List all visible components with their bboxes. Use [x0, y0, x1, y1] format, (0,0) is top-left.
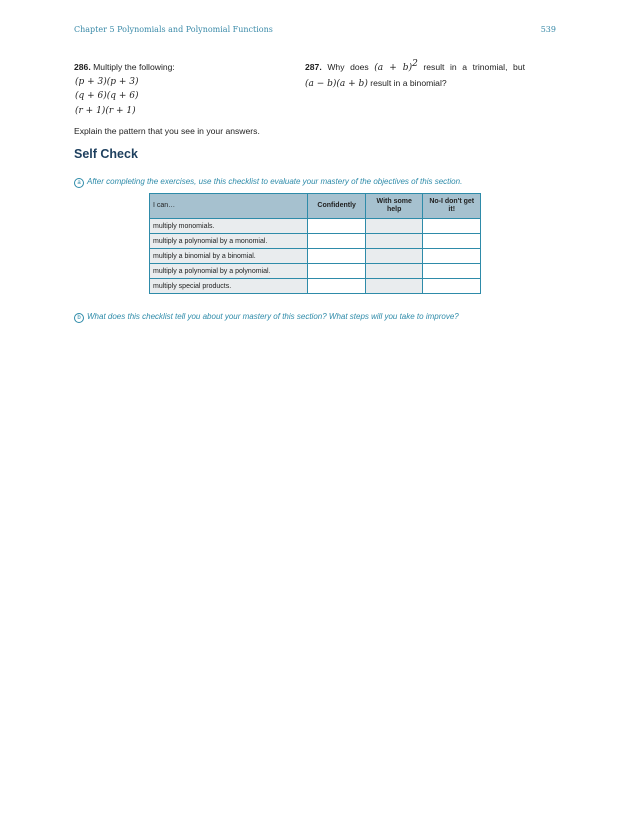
running-head: Chapter 5 Polynomials and Polynomial Functions — [74, 25, 273, 34]
table-row — [150, 219, 481, 234]
with-some-help-cell[interactable] — [365, 219, 423, 234]
table-row — [150, 279, 481, 294]
exercise-286 — [74, 60, 289, 139]
exercise-287 — [305, 60, 525, 91]
table-row — [150, 234, 481, 249]
column-header: Confidently — [308, 194, 366, 219]
exercise-number: 287. — [305, 62, 322, 72]
table-row — [150, 249, 481, 264]
dont-get-it-cell[interactable] — [423, 264, 481, 279]
row-label: multiply a polynomial by a polynomial. — [150, 264, 308, 279]
exercise-text: Why does — [327, 62, 369, 72]
confidently-cell[interactable] — [308, 249, 366, 264]
math-expression: (q + 6)(q + 6) — [75, 91, 139, 101]
row-label: multiply special products. — [150, 279, 308, 294]
row-label: multiply a binomial by a binomial. — [150, 249, 308, 264]
row-label: multiply monomials. — [150, 219, 308, 234]
circled-b-marker: b — [74, 313, 84, 323]
instruction-a — [74, 177, 462, 188]
exercise-followup: Explain the pattern that you see in your answers. — [74, 126, 260, 136]
instruction-text: What does this checklist tell you about your mastery of this section? What steps will you take to improve? — [87, 312, 459, 321]
table-row — [150, 264, 481, 279]
with-some-help-cell[interactable] — [365, 234, 423, 249]
exercise-prompt: Multiply the following: — [93, 62, 175, 72]
row-label: multiply a polynomial by a monomial. — [150, 234, 308, 249]
column-header: I can… — [150, 194, 308, 219]
confidently-cell[interactable] — [308, 219, 366, 234]
dont-get-it-cell[interactable] — [423, 279, 481, 294]
exercise-text: result in a binomial? — [370, 77, 447, 88]
column-header: With some help — [365, 194, 423, 219]
column-header: No-I don't get it! — [423, 194, 481, 219]
exercise-287-line-2 — [305, 78, 447, 88]
with-some-help-cell[interactable] — [365, 264, 423, 279]
math-expression: (a − b)(a + b) — [305, 78, 368, 89]
confidently-cell[interactable] — [308, 234, 366, 249]
exponent: 2 — [412, 59, 418, 70]
confidently-cell[interactable] — [308, 264, 366, 279]
confidently-cell[interactable] — [308, 279, 366, 294]
circled-a-marker: a — [74, 178, 84, 188]
instruction-text: After completing the exercises, use this checklist to evaluate your mastery of the objectives of this section. — [87, 177, 463, 186]
self-check-table — [149, 193, 481, 294]
math-expression: (a + b) — [374, 63, 413, 73]
with-some-help-cell[interactable] — [365, 249, 423, 264]
exercise-number: 286. — [74, 62, 91, 72]
instruction-b — [74, 312, 459, 323]
exercise-287-line-1 — [305, 60, 525, 76]
dont-get-it-cell[interactable] — [423, 249, 481, 264]
math-expression: (r + 1)(r + 1) — [75, 105, 136, 116]
exercise-text: result in a trinomial, but — [423, 62, 525, 72]
dont-get-it-cell[interactable] — [423, 234, 481, 249]
exercise-286-prompt-line — [74, 60, 289, 75]
with-some-help-cell[interactable] — [365, 279, 423, 294]
page-number: 539 — [540, 25, 556, 34]
table-header-row — [150, 194, 481, 219]
page-header — [74, 25, 556, 37]
math-expression: (p + 3)(p + 3) — [75, 76, 139, 87]
dont-get-it-cell[interactable] — [423, 219, 481, 234]
section-title: Self Check — [74, 147, 138, 161]
